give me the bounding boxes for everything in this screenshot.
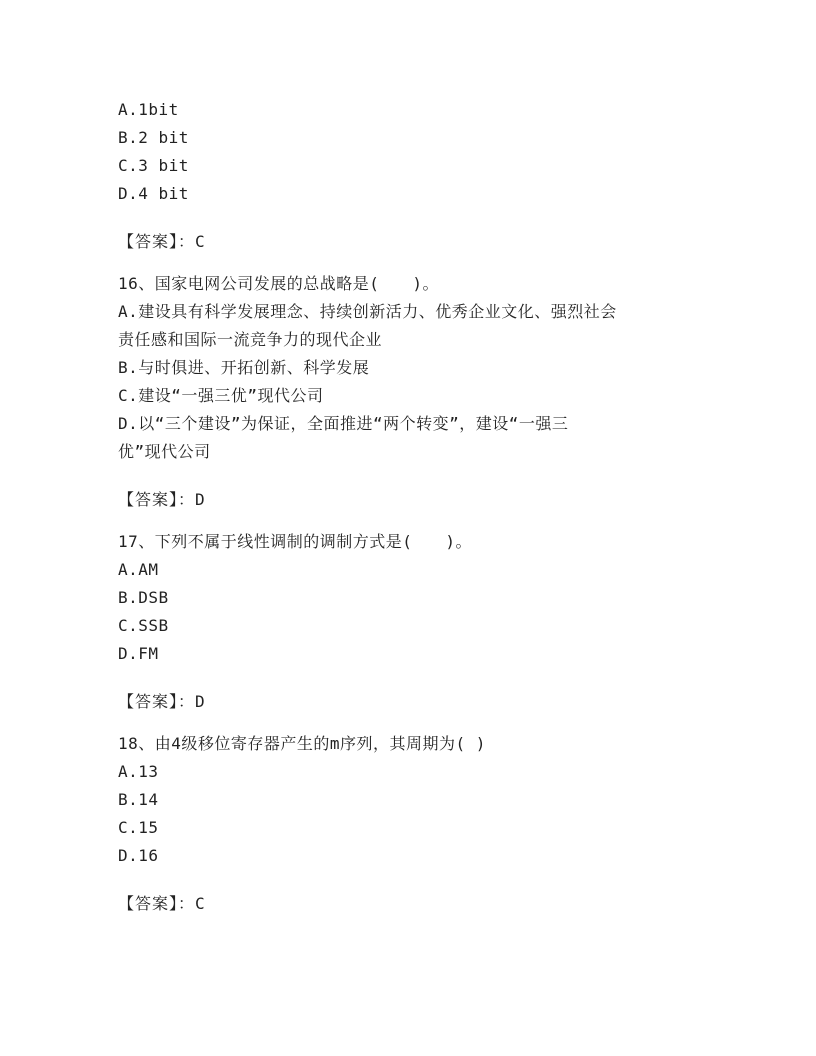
answer-label: 【答案】：D — [118, 692, 206, 711]
question-17-block — [118, 528, 698, 716]
question-text: 17、下列不属于线性调制的调制方式是( )。 — [118, 532, 473, 551]
option-c: C.SSB — [118, 616, 169, 635]
option-a: A.建设具有科学发展理念、持续创新活力、优秀企业文化、强烈社会 — [118, 302, 617, 321]
option-d-continued: 优”现代公司 — [118, 442, 211, 461]
question-18-block — [118, 730, 698, 918]
question-16-block — [118, 270, 698, 514]
option-d: D.16 — [118, 846, 159, 865]
option-a: A.1bit — [118, 100, 179, 119]
option-b: B.14 — [118, 790, 159, 809]
option-d: D.以“三个建设”为保证，全面推进“两个转变”，建设“一强三 — [118, 414, 569, 433]
answer-label: 【答案】：C — [118, 232, 206, 251]
answer-label: 【答案】：D — [118, 490, 206, 509]
option-d: D.4 bit — [118, 184, 189, 203]
question-15-block — [118, 96, 698, 256]
option-d: D.FM — [118, 644, 159, 663]
option-b: B.DSB — [118, 588, 169, 607]
question-text: 16、国家电网公司发展的总战略是( )。 — [118, 274, 440, 293]
option-a: A.13 — [118, 762, 159, 781]
question-text: 18、由4级移位寄存器产生的m序列，其周期为( ) — [118, 734, 486, 753]
option-c: C.3 bit — [118, 156, 189, 175]
option-a-continued: 责任感和国际一流竞争力的现代企业 — [118, 330, 383, 349]
option-c: C.15 — [118, 818, 159, 837]
option-b: B.与时俱进、开拓创新、科学发展 — [118, 358, 370, 377]
option-c: C.建设“一强三优”现代公司 — [118, 386, 324, 405]
option-b: B.2 bit — [118, 128, 189, 147]
exam-page — [118, 96, 698, 918]
answer-label: 【答案】：C — [118, 894, 206, 913]
option-a: A.AM — [118, 560, 159, 579]
